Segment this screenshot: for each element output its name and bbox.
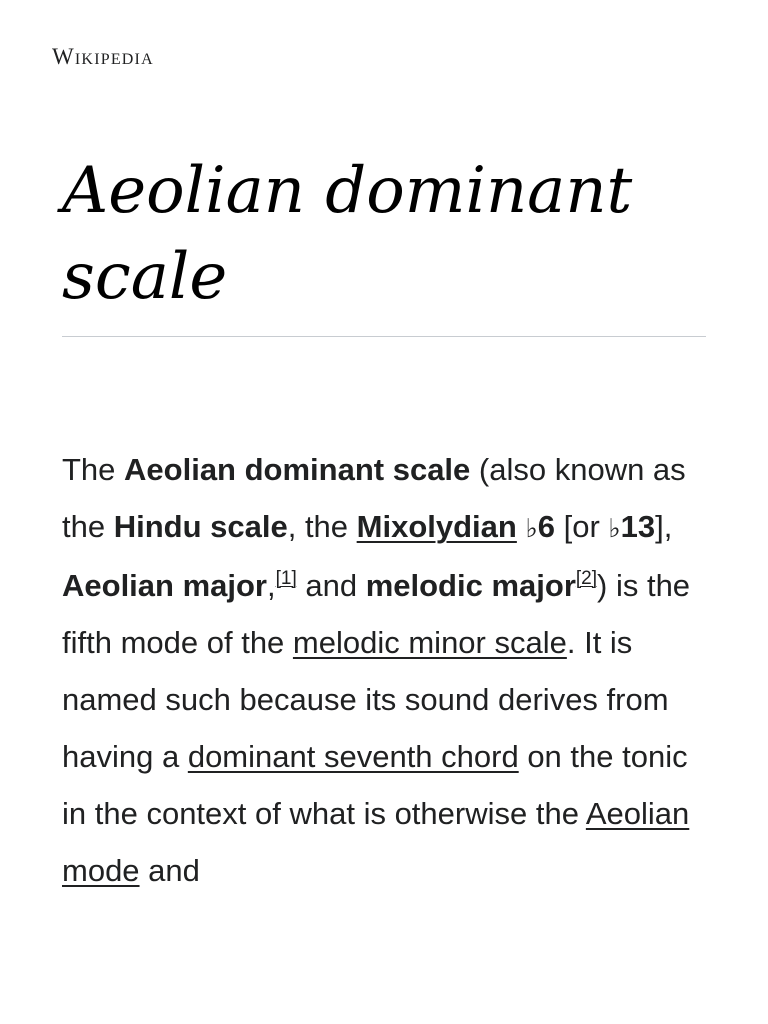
page-title: Aeolian dominant scale — [62, 154, 633, 314]
text-run: (also known as the — [62, 452, 686, 544]
text-run: on the tonic in the context of what is otherwise the — [62, 739, 688, 831]
text-run: , the — [287, 509, 357, 544]
article-lead-paragraph — [62, 441, 712, 899]
bold-term-hindu-scale: Hindu scale — [113, 509, 288, 544]
flat-symbol: ♭ — [525, 513, 538, 543]
bold-degree-13: 13 — [620, 509, 656, 544]
text-run: The — [62, 452, 125, 487]
link-aeolian-mode[interactable]: Aeolian mode — [62, 796, 690, 888]
reference-2-link[interactable]: [2] — [575, 568, 598, 589]
wikipedia-logo[interactable]: Wikipedia — [52, 44, 154, 69]
link-dominant-seventh-chord[interactable]: dominant seventh chord — [187, 739, 519, 774]
reference-1[interactable] — [276, 568, 297, 589]
flat-symbol: ♭ — [608, 513, 621, 543]
title-divider — [62, 336, 706, 337]
text-run: . It is named such because its sound derives from having a — [62, 625, 669, 774]
link-melodic-minor-scale[interactable]: melodic minor scale — [292, 625, 567, 660]
bold-term-aeolian-dominant-scale: Aeolian dominant scale — [124, 452, 471, 487]
bold-term-melodic-major: melodic major — [365, 568, 576, 603]
text-run: , — [267, 568, 276, 603]
bold-degree-6: 6 — [537, 509, 555, 544]
text-run: [or — [555, 509, 609, 544]
text-run: and — [296, 568, 366, 603]
text-run: and — [139, 853, 200, 888]
text-run: ) is the fifth mode of the — [62, 568, 691, 660]
reference-1-link[interactable]: [1] — [275, 568, 297, 589]
text-run: ], — [655, 509, 673, 544]
bold-term-aeolian-major: Aeolian major — [62, 568, 267, 603]
reference-2[interactable] — [576, 568, 597, 589]
link-mixolydian[interactable]: Mixolydian — [356, 509, 517, 544]
